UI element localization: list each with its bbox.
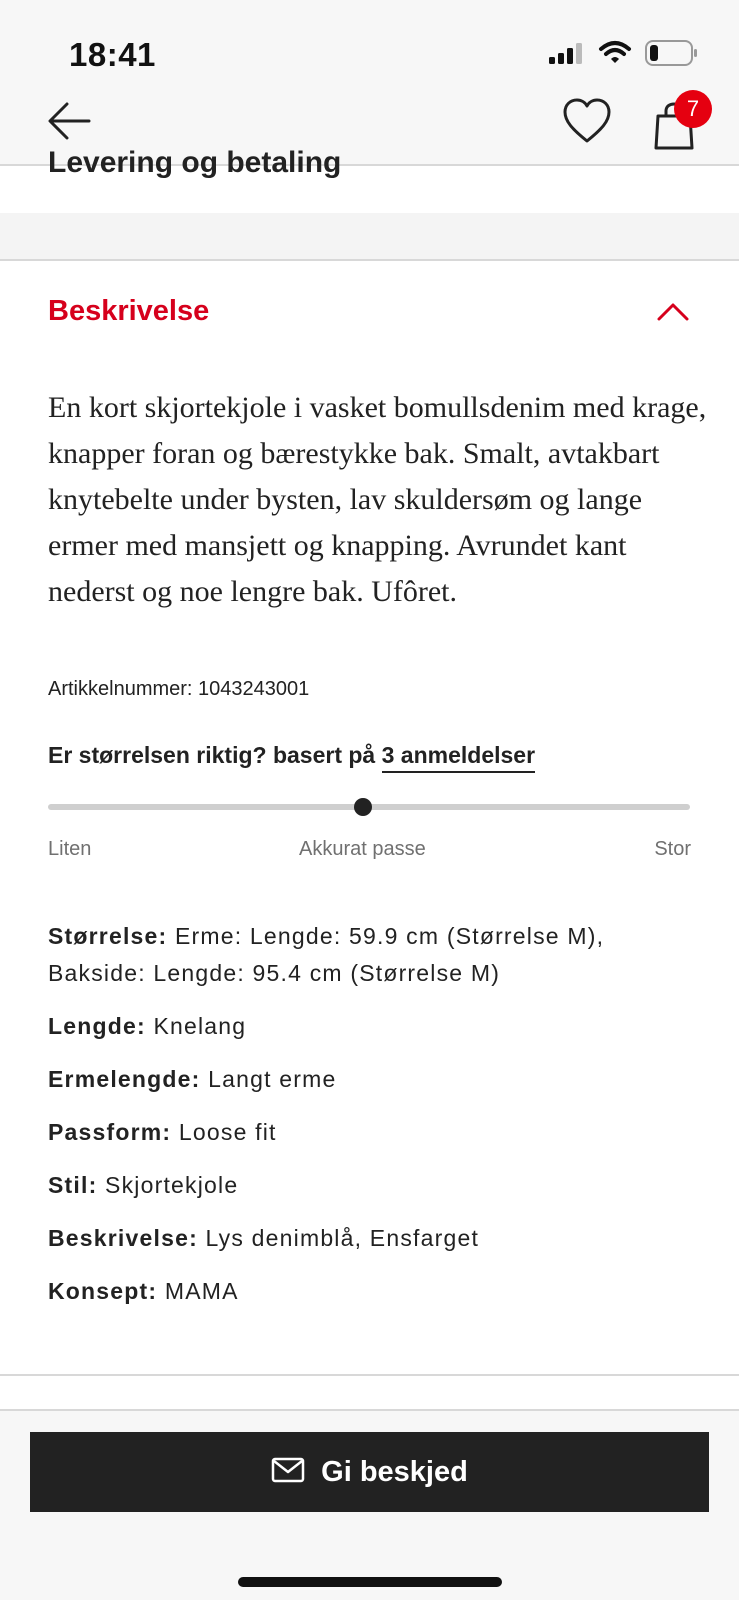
attribute-row [48, 1220, 708, 1257]
description-accordion-header[interactable] [0, 263, 739, 363]
status-time: 18:41 [69, 36, 156, 73]
shopping-bag-button[interactable] [648, 94, 708, 154]
heart-icon [562, 98, 612, 149]
product-attributes [48, 918, 708, 1326]
notify-me-button[interactable] [30, 1432, 709, 1512]
attribute-value: Lys denimblå, Ensfarget [205, 1225, 480, 1251]
chevron-up-icon [655, 297, 691, 327]
attribute-label: Lengde: [48, 1013, 146, 1039]
attribute-value: MAMA [164, 1278, 239, 1304]
fit-scale-max-label: Stor [654, 838, 691, 860]
attribute-value: Erme: Lengde: 59.9 cm (Størrelse M), Bakside: Lengde: 95.4 cm (Størrelse M) [48, 923, 605, 986]
attribute-value: Loose fit [178, 1119, 277, 1145]
home-indicator [238, 1577, 502, 1587]
fit-question-text: Er størrelsen riktig? basert på [48, 742, 382, 768]
attribute-row [48, 1061, 708, 1098]
attribute-row [48, 918, 708, 992]
article-number: Artikkelnummer: 1043243001 [48, 678, 310, 700]
attribute-row [48, 1167, 708, 1204]
wifi-icon [599, 41, 631, 70]
back-arrow-icon [47, 101, 91, 146]
battery-icon [645, 40, 699, 71]
back-button[interactable] [44, 98, 94, 148]
status-icons [549, 40, 699, 71]
attribute-label: Beskrivelse: [48, 1225, 198, 1251]
fit-scale-min-label: Liten [48, 838, 92, 860]
description-text: En kort skjortekjole i vasket bomullsdenim med krage, knapper foran og bærestykke bak. Smalt, avtakbart knytebelte under bysten, lav skuldersøm og lange ermer med mansjett og knapping. Avrundet kant nederst og noe lengre bak. Ufôret. [48, 391, 707, 608]
attribute-row [48, 1114, 708, 1151]
attribute-label: Størrelse: [48, 923, 168, 949]
bag-count-badge: 7 [674, 90, 712, 128]
attribute-row [48, 1273, 708, 1310]
delivery-payment-section[interactable] [0, 146, 739, 213]
attribute-row [48, 1008, 708, 1045]
fit-scale-mid-label: Akkurat passe [299, 838, 426, 860]
divider [0, 1374, 739, 1376]
attribute-label: Stil: [48, 1172, 98, 1198]
reviews-link[interactable]: 3 anmeldelser [382, 742, 535, 773]
section-separator [0, 213, 739, 261]
mail-icon [271, 1457, 305, 1488]
attribute-label: Passform: [48, 1119, 172, 1145]
fit-question [48, 742, 535, 769]
favorites-button[interactable] [560, 96, 614, 150]
attribute-value: Langt erme [208, 1066, 337, 1092]
attribute-label: Ermelengde: [48, 1066, 201, 1092]
notify-me-label: Gi beskjed [321, 1455, 468, 1488]
attribute-value: Knelang [153, 1013, 247, 1039]
attribute-label: Konsept: [48, 1278, 158, 1304]
description-title: Beskrivelse [48, 295, 210, 327]
bottom-action-bar [0, 1411, 739, 1600]
status-bar [0, 0, 739, 90]
fit-scale-marker [354, 798, 372, 816]
signal-icon [549, 42, 585, 69]
fit-scale [48, 796, 690, 818]
attribute-value: Skjortekjole [105, 1172, 239, 1198]
delivery-payment-title: Levering og betaling [48, 146, 342, 179]
